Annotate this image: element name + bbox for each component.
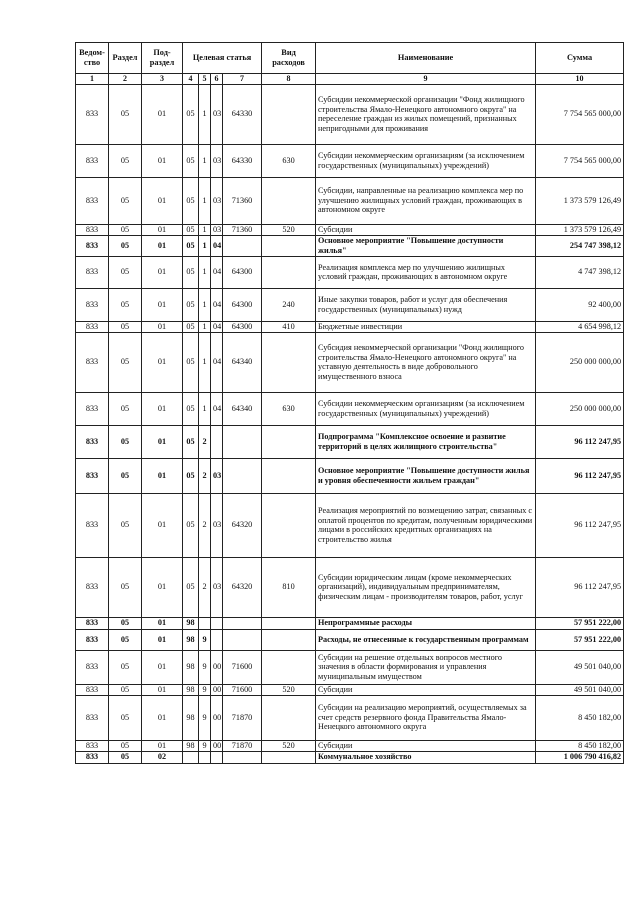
cell-target-program: 05 <box>183 557 199 617</box>
cell-summa: 7 754 565 000,00 <box>536 84 624 144</box>
cell-vedomstvo: 833 <box>76 392 109 425</box>
cell-target-event: 04 <box>211 256 223 288</box>
cell-vid-rashodov <box>262 650 316 684</box>
cell-target-subprogram: 1 <box>199 144 211 177</box>
cell-target-code <box>223 425 262 458</box>
table-row <box>76 288 624 321</box>
cell-target-code: 71600 <box>223 650 262 684</box>
cell-razdel: 05 <box>109 321 142 332</box>
cell-vedomstvo: 833 <box>76 684 109 695</box>
cell-target-subprogram: 9 <box>199 684 211 695</box>
cell-podrazdel: 01 <box>142 617 183 629</box>
cell-razdel: 05 <box>109 392 142 425</box>
cell-vid-rashodov: 520 <box>262 684 316 695</box>
cell-target-code: 64330 <box>223 84 262 144</box>
cell-vedomstvo: 833 <box>76 256 109 288</box>
table-row <box>76 650 624 684</box>
cell-summa: 8 450 182,00 <box>536 695 624 740</box>
cell-vedomstvo: 833 <box>76 288 109 321</box>
header-naimenovanie: Наименование <box>316 43 536 74</box>
cell-naimenovanie: Основное мероприятие "Повышение доступности жилья и уровня обеспеченности жильем граждан" <box>316 458 536 493</box>
cell-target-program: 05 <box>183 458 199 493</box>
cell-target-code <box>223 617 262 629</box>
column-number: 5 <box>199 74 211 85</box>
cell-summa: 92 400,00 <box>536 288 624 321</box>
cell-target-event <box>211 629 223 650</box>
cell-summa: 1 006 790 416,82 <box>536 751 624 763</box>
cell-summa: 57 951 222,00 <box>536 617 624 629</box>
cell-target-subprogram: 2 <box>199 557 211 617</box>
cell-podrazdel: 01 <box>142 256 183 288</box>
cell-summa: 96 112 247,95 <box>536 458 624 493</box>
column-number: 4 <box>183 74 199 85</box>
cell-target-event: 04 <box>211 332 223 392</box>
cell-target-subprogram: 2 <box>199 458 211 493</box>
cell-vedomstvo: 833 <box>76 740 109 751</box>
column-number: 10 <box>536 74 624 85</box>
table-row <box>76 256 624 288</box>
cell-razdel: 05 <box>109 224 142 235</box>
cell-target-event: 03 <box>211 84 223 144</box>
cell-naimenovanie: Субсидии на решение отдельных вопросов местного значения в области формирования и управления муниципальным имуществом <box>316 650 536 684</box>
cell-vid-rashodov: 630 <box>262 144 316 177</box>
cell-target-code: 71870 <box>223 695 262 740</box>
cell-naimenovanie: Бюджетные инвестиции <box>316 321 536 332</box>
cell-target-code: 64300 <box>223 256 262 288</box>
cell-target-code: 71600 <box>223 684 262 695</box>
cell-razdel: 05 <box>109 425 142 458</box>
cell-target-subprogram: 9 <box>199 740 211 751</box>
cell-target-event: 04 <box>211 288 223 321</box>
cell-vid-rashodov <box>262 332 316 392</box>
cell-target-program: 98 <box>183 650 199 684</box>
cell-target-program: 98 <box>183 629 199 650</box>
table-row <box>76 629 624 650</box>
table-row <box>76 425 624 458</box>
cell-podrazdel: 01 <box>142 288 183 321</box>
cell-razdel: 05 <box>109 332 142 392</box>
column-number: 8 <box>262 74 316 85</box>
cell-summa: 7 754 565 000,00 <box>536 144 624 177</box>
cell-target-subprogram: 9 <box>199 650 211 684</box>
cell-razdel: 05 <box>109 557 142 617</box>
cell-target-subprogram: 9 <box>199 695 211 740</box>
cell-target-program: 05 <box>183 493 199 557</box>
table-row <box>76 224 624 235</box>
cell-target-code: 64330 <box>223 144 262 177</box>
cell-podrazdel: 01 <box>142 425 183 458</box>
cell-podrazdel: 01 <box>142 392 183 425</box>
cell-razdel: 05 <box>109 650 142 684</box>
cell-target-subprogram: 1 <box>199 235 211 256</box>
cell-target-code: 64320 <box>223 493 262 557</box>
header-vedomstvo: Ведом- ство <box>76 43 109 74</box>
cell-vid-rashodov: 810 <box>262 557 316 617</box>
cell-target-code <box>223 458 262 493</box>
cell-target-code: 71360 <box>223 177 262 224</box>
cell-podrazdel: 01 <box>142 557 183 617</box>
cell-target-program: 05 <box>183 425 199 458</box>
cell-razdel: 05 <box>109 617 142 629</box>
cell-razdel: 05 <box>109 695 142 740</box>
cell-target-event <box>211 617 223 629</box>
cell-podrazdel: 01 <box>142 144 183 177</box>
cell-naimenovanie: Субсидии некоммерческой организации "Фонд жилищного строительства Ямало-Ненецкого автономного округа" на переселение граждан из жилых помещений, признанных непригодными для проживания <box>316 84 536 144</box>
cell-target-code: 64320 <box>223 557 262 617</box>
cell-razdel: 05 <box>109 235 142 256</box>
cell-vedomstvo: 833 <box>76 557 109 617</box>
cell-vedomstvo: 833 <box>76 144 109 177</box>
cell-naimenovanie: Реализация комплекса мер по улучшению жилищных условий граждан, проживающих в автономном округе <box>316 256 536 288</box>
table-row <box>76 684 624 695</box>
cell-target-code: 71360 <box>223 224 262 235</box>
cell-target-event: 04 <box>211 321 223 332</box>
cell-razdel: 05 <box>109 684 142 695</box>
cell-vid-rashodov <box>262 425 316 458</box>
cell-vedomstvo: 833 <box>76 629 109 650</box>
cell-target-subprogram: 1 <box>199 321 211 332</box>
cell-vedomstvo: 833 <box>76 751 109 763</box>
cell-target-event: 04 <box>211 392 223 425</box>
cell-summa: 96 112 247,95 <box>536 493 624 557</box>
cell-naimenovanie: Субсидии некоммерческим организациям (за исключением государственных (муниципальных) учреждений) <box>316 144 536 177</box>
cell-naimenovanie: Субсидии, направленные на реализацию комплекса мер по улучшению жилищных условий граждан, проживающих в автономном округе <box>316 177 536 224</box>
cell-target-program: 05 <box>183 235 199 256</box>
cell-naimenovanie: Субсидия некоммерческой организации "Фонд жилищного строительства Ямало-Ненецкого автономного округа" на уставную деятельность в виде добровольного имущественного взноса <box>316 332 536 392</box>
cell-vid-rashodov: 240 <box>262 288 316 321</box>
cell-summa: 4 654 998,12 <box>536 321 624 332</box>
cell-vedomstvo: 833 <box>76 84 109 144</box>
table-row <box>76 740 624 751</box>
cell-vedomstvo: 833 <box>76 695 109 740</box>
column-number-row <box>76 74 624 85</box>
cell-summa: 250 000 000,00 <box>536 392 624 425</box>
cell-podrazdel: 02 <box>142 751 183 763</box>
cell-summa: 4 747 398,12 <box>536 256 624 288</box>
cell-razdel: 05 <box>109 751 142 763</box>
cell-podrazdel: 01 <box>142 224 183 235</box>
cell-target-program: 05 <box>183 144 199 177</box>
cell-target-subprogram: 1 <box>199 224 211 235</box>
cell-target-code <box>223 235 262 256</box>
cell-vedomstvo: 833 <box>76 332 109 392</box>
cell-target-code: 64300 <box>223 288 262 321</box>
cell-summa: 1 373 579 126,49 <box>536 177 624 224</box>
table-row <box>76 144 624 177</box>
cell-naimenovanie: Субсидии на реализацию мероприятий, осуществляемых за счет средств резервного фонда Правительства Ямало-Ненецкого автономного округа <box>316 695 536 740</box>
cell-vedomstvo: 833 <box>76 321 109 332</box>
cell-podrazdel: 01 <box>142 629 183 650</box>
cell-podrazdel: 01 <box>142 650 183 684</box>
cell-target-program: 05 <box>183 84 199 144</box>
cell-target-code: 64340 <box>223 332 262 392</box>
cell-vid-rashodov <box>262 177 316 224</box>
cell-podrazdel: 01 <box>142 84 183 144</box>
table-row <box>76 321 624 332</box>
cell-podrazdel: 01 <box>142 177 183 224</box>
cell-target-subprogram: 1 <box>199 84 211 144</box>
cell-naimenovanie: Коммунальное хозяйство <box>316 751 536 763</box>
cell-target-event <box>211 425 223 458</box>
cell-summa: 49 501 040,00 <box>536 650 624 684</box>
cell-target-program: 98 <box>183 617 199 629</box>
table-row <box>76 493 624 557</box>
column-number: 3 <box>142 74 183 85</box>
cell-naimenovanie: Субсидии <box>316 224 536 235</box>
cell-summa: 8 450 182,00 <box>536 740 624 751</box>
cell-target-subprogram: 2 <box>199 493 211 557</box>
cell-vid-rashodov <box>262 617 316 629</box>
cell-target-event: 04 <box>211 235 223 256</box>
cell-target-code <box>223 751 262 763</box>
cell-vid-rashodov <box>262 84 316 144</box>
table-row <box>76 235 624 256</box>
cell-vid-rashodov <box>262 256 316 288</box>
cell-target-subprogram: 1 <box>199 332 211 392</box>
cell-target-code: 71870 <box>223 740 262 751</box>
cell-podrazdel: 01 <box>142 740 183 751</box>
cell-podrazdel: 01 <box>142 684 183 695</box>
cell-naimenovanie: Субсидии <box>316 684 536 695</box>
cell-vid-rashodov <box>262 235 316 256</box>
table-row <box>76 332 624 392</box>
cell-target-code <box>223 629 262 650</box>
cell-target-code: 64340 <box>223 392 262 425</box>
cell-target-program: 05 <box>183 332 199 392</box>
cell-naimenovanie: Подпрограмма "Комплексное освоение и развитие территорий в целях жилищного строительства" <box>316 425 536 458</box>
cell-naimenovanie: Субсидии некоммерческим организациям (за исключением государственных (муниципальных) учреждений) <box>316 392 536 425</box>
table-row <box>76 177 624 224</box>
cell-naimenovanie: Иные закупки товаров, работ и услуг для обеспечения государственных (муниципальных) нужд <box>316 288 536 321</box>
cell-razdel: 05 <box>109 84 142 144</box>
header-razdel: Раздел <box>109 43 142 74</box>
cell-target-event: 03 <box>211 144 223 177</box>
cell-razdel: 05 <box>109 740 142 751</box>
cell-vedomstvo: 833 <box>76 493 109 557</box>
cell-target-program: 98 <box>183 684 199 695</box>
column-number: 9 <box>316 74 536 85</box>
cell-target-program: 05 <box>183 288 199 321</box>
cell-summa: 96 112 247,95 <box>536 557 624 617</box>
cell-target-subprogram: 1 <box>199 288 211 321</box>
cell-naimenovanie: Реализация мероприятий по возмещению затрат, связанных с оплатой процентов по кредитам, полученным юридическими лицами в российских кредитных организациях на строительство жилья <box>316 493 536 557</box>
table-row <box>76 84 624 144</box>
table-row <box>76 458 624 493</box>
cell-naimenovanie: Основное мероприятие "Повышение доступности жилья" <box>316 235 536 256</box>
cell-vid-rashodov <box>262 695 316 740</box>
cell-vid-rashodov: 520 <box>262 740 316 751</box>
cell-naimenovanie: Субсидии юридическим лицам (кроме некоммерческих организаций), индивидуальным предпринимателям, физическим лицам - производителям товаров, работ, услуг <box>316 557 536 617</box>
cell-target-event: 00 <box>211 684 223 695</box>
cell-podrazdel: 01 <box>142 332 183 392</box>
cell-vid-rashodov: 520 <box>262 224 316 235</box>
cell-razdel: 05 <box>109 288 142 321</box>
cell-vid-rashodov <box>262 629 316 650</box>
cell-vedomstvo: 833 <box>76 177 109 224</box>
cell-naimenovanie: Непрограммные расходы <box>316 617 536 629</box>
table-row <box>76 392 624 425</box>
cell-summa: 57 951 222,00 <box>536 629 624 650</box>
cell-target-subprogram: 2 <box>199 425 211 458</box>
cell-vedomstvo: 833 <box>76 458 109 493</box>
cell-summa: 250 000 000,00 <box>536 332 624 392</box>
cell-target-event: 03 <box>211 177 223 224</box>
cell-razdel: 05 <box>109 629 142 650</box>
cell-target-subprogram: 9 <box>199 629 211 650</box>
cell-summa: 96 112 247,95 <box>536 425 624 458</box>
column-number: 6 <box>211 74 223 85</box>
header-celevaya-statya: Целевая статья <box>183 43 262 74</box>
cell-vid-rashodov: 630 <box>262 392 316 425</box>
table-row <box>76 751 624 763</box>
cell-podrazdel: 01 <box>142 695 183 740</box>
cell-podrazdel: 01 <box>142 493 183 557</box>
cell-target-subprogram: 1 <box>199 256 211 288</box>
cell-vedomstvo: 833 <box>76 650 109 684</box>
cell-vid-rashodov <box>262 458 316 493</box>
column-number: 1 <box>76 74 109 85</box>
cell-target-program: 98 <box>183 695 199 740</box>
cell-target-event: 00 <box>211 695 223 740</box>
header-podrazdel: Под- раздел <box>142 43 183 74</box>
cell-target-event <box>211 751 223 763</box>
cell-target-subprogram <box>199 751 211 763</box>
cell-podrazdel: 01 <box>142 458 183 493</box>
cell-target-subprogram <box>199 617 211 629</box>
cell-target-event: 03 <box>211 458 223 493</box>
cell-razdel: 05 <box>109 177 142 224</box>
cell-razdel: 05 <box>109 144 142 177</box>
cell-target-event: 00 <box>211 650 223 684</box>
cell-target-program: 98 <box>183 740 199 751</box>
cell-razdel: 05 <box>109 493 142 557</box>
cell-vedomstvo: 833 <box>76 224 109 235</box>
cell-target-program: 05 <box>183 321 199 332</box>
cell-podrazdel: 01 <box>142 321 183 332</box>
cell-target-program <box>183 751 199 763</box>
cell-target-subprogram: 1 <box>199 177 211 224</box>
cell-summa: 1 373 579 126,49 <box>536 224 624 235</box>
cell-target-event: 03 <box>211 493 223 557</box>
header-summa: Сумма <box>536 43 624 74</box>
cell-target-event: 00 <box>211 740 223 751</box>
header-row <box>76 43 624 74</box>
cell-vid-rashodov <box>262 493 316 557</box>
cell-vedomstvo: 833 <box>76 617 109 629</box>
budget-table <box>75 42 624 764</box>
cell-naimenovanie: Расходы, не отнесенные к государственным программам <box>316 629 536 650</box>
cell-target-event: 03 <box>211 557 223 617</box>
table-body <box>76 84 624 763</box>
cell-target-event: 03 <box>211 224 223 235</box>
cell-target-code: 64300 <box>223 321 262 332</box>
table-row <box>76 557 624 617</box>
cell-summa: 254 747 398,12 <box>536 235 624 256</box>
cell-razdel: 05 <box>109 458 142 493</box>
cell-vid-rashodov: 410 <box>262 321 316 332</box>
table-row <box>76 617 624 629</box>
cell-target-subprogram: 1 <box>199 392 211 425</box>
cell-target-program: 05 <box>183 256 199 288</box>
cell-target-program: 05 <box>183 392 199 425</box>
cell-target-program: 05 <box>183 224 199 235</box>
cell-podrazdel: 01 <box>142 235 183 256</box>
cell-vedomstvo: 833 <box>76 425 109 458</box>
cell-naimenovanie: Субсидии <box>316 740 536 751</box>
header-vid-rashodov: Вид расходов <box>262 43 316 74</box>
cell-summa: 49 501 040,00 <box>536 684 624 695</box>
column-number: 7 <box>223 74 262 85</box>
table-row <box>76 695 624 740</box>
cell-target-program: 05 <box>183 177 199 224</box>
cell-vedomstvo: 833 <box>76 235 109 256</box>
cell-vid-rashodov <box>262 751 316 763</box>
cell-razdel: 05 <box>109 256 142 288</box>
column-number: 2 <box>109 74 142 85</box>
